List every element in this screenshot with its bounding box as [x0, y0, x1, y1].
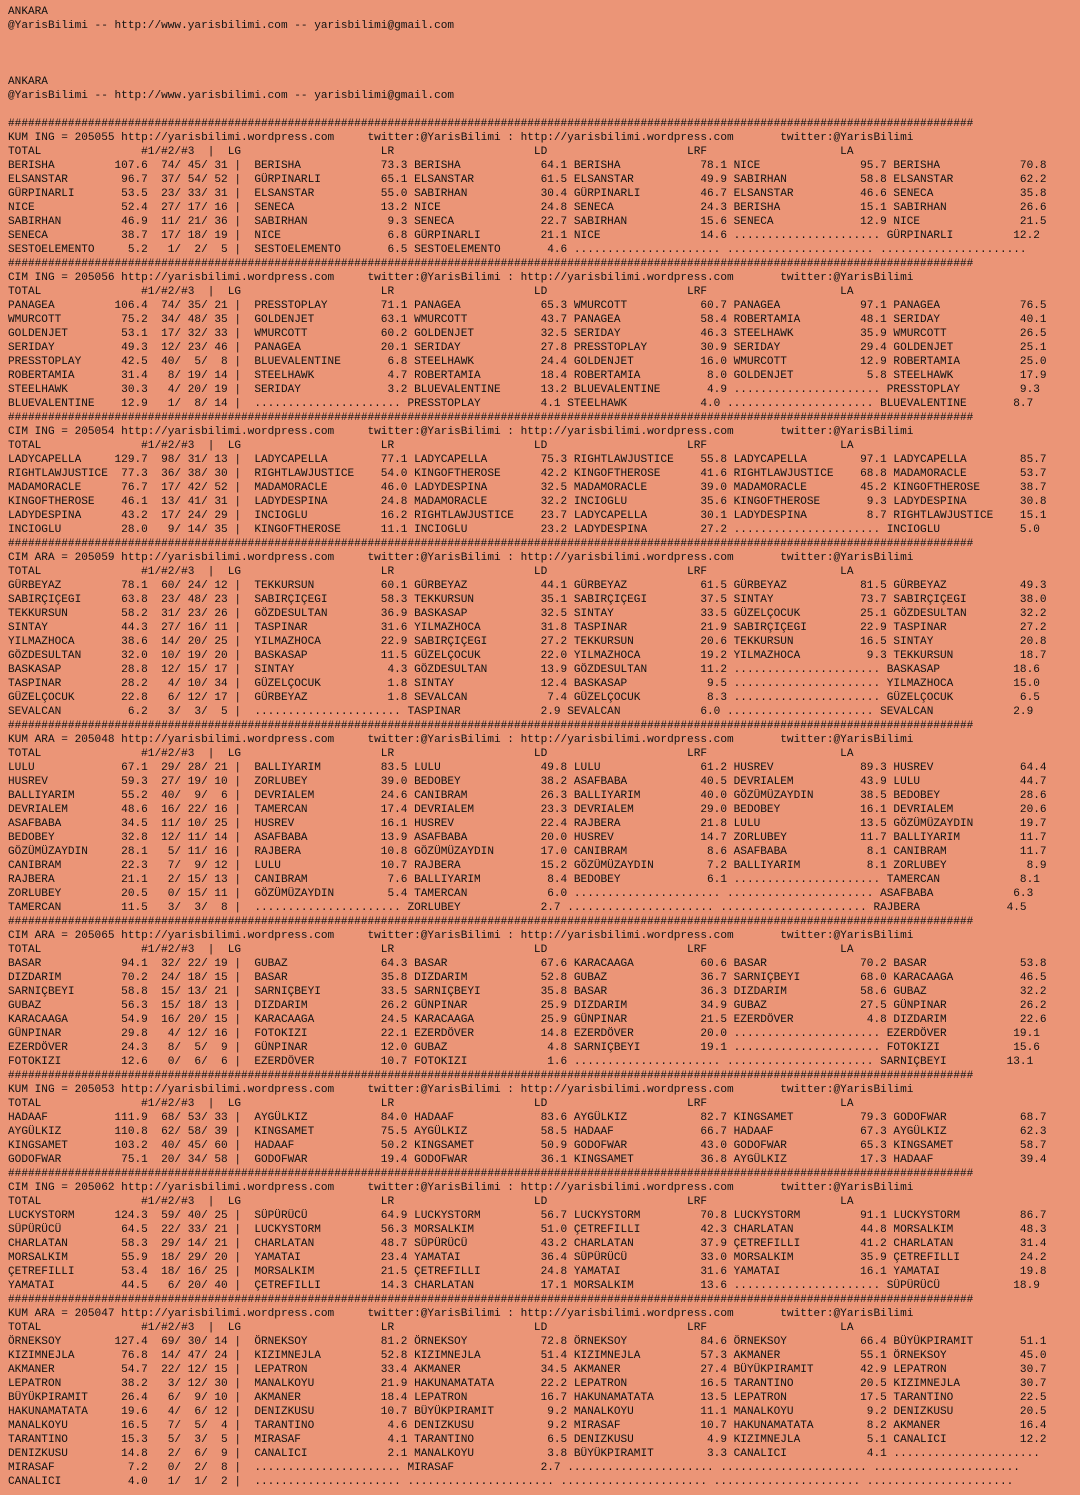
text-line: BALLIYARIM 55.2 40/ 9/ 6 | DEVRIALEM 24.6 CANIBRAM 26.3 BALLIYARIM 40.0 GÖZÜMÜZAYDIN 38.5 BEDOBEY 28.6 [8, 790, 1047, 802]
text-line: SABIRÇIÇEGI 63.8 23/ 48/ 23 | SABIRÇIÇEGI 58.3 TEKKURSUN 35.1 SABIRÇIÇEGI 37.5 SINTAY 73.7 SABIRÇIÇEGI 38.0 [8, 594, 1047, 606]
race-header: CIM ING = 205056 http://yarisbilimi.wordpress.com twitter:@YarisBilimi : http://yarisbilimi.wordpress.com twitter:@YarisBilimi [8, 272, 914, 284]
text-line: MORSALKIM 55.9 18/ 29/ 20 | YAMATAI 23.4 YAMATAI 36.4 SÜPÜRÜCÜ 33.0 MORSALKIM 35.9 ÇETREFILLI 24.2 [8, 1252, 1047, 1264]
text-line: FOTOKIZI 12.6 0/ 6/ 6 | EZERDÖVER 10.7 FOTOKIZI 1.6 ...................... ...................... SARNIÇBEYI 13.1 [8, 1056, 1034, 1068]
text-line: TAMERCAN 11.5 3/ 3/ 8 | ...................... ZORLUBEY 2.7 ...................... ...................... RAJBERA 4.5 [8, 902, 1027, 914]
text-line: HUSREV 59.3 27/ 19/ 10 | ZORLUBEY 39.0 BEDOBEY 38.2 ASAFBABA 40.5 DEVRIALEM 43.9 LULU 44.7 [8, 776, 1047, 788]
text-line: ANKARA [8, 6, 48, 18]
text-line: GOLDENJET 53.1 17/ 32/ 33 | WMURCOTT 60.2 GOLDENJET 32.5 SERIDAY 46.3 STEELHAWK 35.9 WMURCOTT 26.5 [8, 328, 1047, 340]
blank-line [8, 33, 1047, 47]
race-header: KUM ARA = 205048 http://yarisbilimi.wordpress.com twitter:@YarisBilimi : http://yarisbilimi.wordpress.com twitter:@YarisBilimi [8, 734, 914, 746]
text-line: GÖZÜMÜZAYDIN 28.1 5/ 11/ 16 | RAJBERA 10.8 GÖZÜMÜZAYDIN 17.0 CANIBRAM 8.6 ASAFBABA 8.1 CANIBRAM 11.7 [8, 846, 1047, 858]
text-line: GÜNPINAR 29.8 4/ 12/ 16 | FOTOKIZI 22.1 EZERDÖVER 14.8 EZERDÖVER 20.0 ...................... EZERDÖVER 19.1 [8, 1028, 1040, 1040]
separator-line: ################################################################################################################################################# [8, 1168, 974, 1180]
text-line: YAMATAI 44.5 6/ 20/ 40 | ÇETREFILLI 14.3 CHARLATAN 17.1 MORSALKIM 13.6 ...................... SÜPÜRÜCÜ 18.9 [8, 1280, 1040, 1292]
blank-line [8, 103, 1047, 117]
text-line: SERIDAY 49.3 12/ 23/ 46 | PANAGEA 20.1 SERIDAY 27.8 PRESSTOPLAY 30.9 SERIDAY 29.4 GOLDENJET 25.1 [8, 342, 1047, 354]
text-line: AKMANER 54.7 22/ 12/ 15 | LEPATRON 33.4 AKMANER 34.5 AKMANER 27.4 BÜYÜKPIRAMIT 42.9 LEPATRON 30.7 [8, 1364, 1047, 1376]
column-headers: TOTAL #1/#2/#3 | LG LR LD LRF LA [8, 1098, 854, 1110]
race-header: KUM ARA = 205047 http://yarisbilimi.wordpress.com twitter:@YarisBilimi : http://yarisbilimi.wordpress.com twitter:@YarisBilimi [8, 1308, 914, 1320]
text-line: ROBERTAMIA 31.4 8/ 19/ 14 | STEELHAWK 4.7 ROBERTAMIA 18.4 ROBERTAMIA 8.0 GOLDENJET 5.8 STEELHAWK 17.9 [8, 370, 1047, 382]
text-line: KIZIMNEJLA 76.8 14/ 47/ 24 | KIZIMNEJLA 52.8 KIZIMNEJLA 51.4 KIZIMNEJLA 57.3 AKMANER 55.1 ÖRNEKSOY 45.0 [8, 1350, 1047, 1362]
text-line: HADAAF 111.9 68/ 53/ 33 | AYGÜLKIZ 84.0 HADAAF 83.6 AYGÜLKIZ 82.7 KINGSAMET 79.3 GODOFWAR 68.7 [8, 1112, 1047, 1124]
text-line: CHARLATAN 58.3 29/ 14/ 21 | CHARLATAN 48.7 SÜPÜRÜCÜ 43.2 CHARLATAN 37.9 ÇETREFILLI 41.2 CHARLATAN 31.4 [8, 1238, 1047, 1250]
text-line: GODOFWAR 75.1 20/ 34/ 58 | GODOFWAR 19.4 GODOFWAR 36.1 KINGSAMET 36.8 AYGÜLKIZ 17.3 HADAAF 39.4 [8, 1154, 1047, 1166]
blank-line [8, 47, 1047, 61]
text-line: MADAMORACLE 76.7 17/ 42/ 52 | MADAMORACLE 46.0 LADYDESPINA 32.5 MADAMORACLE 39.0 MADAMORACLE 45.2 KINGOFTHEROSE 38.7 [8, 482, 1047, 494]
text-line: ÖRNEKSOY 127.4 69/ 30/ 14 | ÖRNEKSOY 81.2 ÖRNEKSOY 72.8 ÖRNEKSOY 84.6 ÖRNEKSOY 66.4 BÜYÜKPIRAMIT 51.1 [8, 1336, 1047, 1348]
text-line: BASAR 94.1 32/ 22/ 19 | GUBAZ 64.3 BASAR 67.6 KARACAAGA 60.6 BASAR 70.2 BASAR 53.8 [8, 958, 1047, 970]
text-line: TEKKURSUN 58.2 31/ 23/ 26 | GÖZDESULTAN 36.9 BASKASAP 32.5 SINTAY 33.5 GÜZELÇOCUK 25.1 GÖZDESULTAN 32.2 [8, 608, 1047, 620]
separator-line: ################################################################################################################################################# [8, 916, 974, 928]
text-line: RAJBERA 21.1 2/ 15/ 13 | CANIBRAM 7.6 BALLIYARIM 8.4 BEDOBEY 6.1 ...................... TAMERCAN 8.1 [8, 874, 1040, 886]
text-line: EZERDÖVER 24.3 8/ 5/ 9 | GÜNPINAR 12.0 GUBAZ 4.8 SARNIÇBEYI 19.1 ...................... FOTOKIZI 15.6 [8, 1042, 1040, 1054]
text-line: ELSANSTAR 96.7 37/ 54/ 52 | GÜRPINARLI 65.1 ELSANSTAR 61.5 ELSANSTAR 49.9 SABIRHAN 58.8 ELSANSTAR 62.2 [8, 174, 1047, 186]
text-line: SEVALCAN 6.2 3/ 3/ 5 | ...................... TASPINAR 2.9 SEVALCAN 6.0 ...................... SEVALCAN 2.9 [8, 706, 1034, 718]
text-line: BASKASAP 28.8 12/ 15/ 17 | SINTAY 4.3 GÖZDESULTAN 13.9 GÖZDESULTAN 11.2 ...................... BASKASAP 18.6 [8, 664, 1040, 676]
text-line: SARNIÇBEYI 58.8 15/ 13/ 21 | SARNIÇBEYI 33.5 SARNIÇBEYI 35.8 BASAR 36.3 DIZDARIM 58.6 GUBAZ 32.2 [8, 986, 1047, 998]
text-line: GÖZDESULTAN 32.0 10/ 19/ 20 | BASKASAP 11.5 GÜZELÇOCUK 22.0 YILMAZHOCA 19.2 YILMAZHOCA 9.3 TEKKURSUN 18.7 [8, 650, 1047, 662]
text-line: TARANTINO 15.3 5/ 3/ 5 | MIRASAF 4.1 TARANTINO 6.5 DENIZKUSU 4.9 KIZIMNEJLA 5.1 CANALICI 12.2 [8, 1434, 1047, 1446]
column-headers: TOTAL #1/#2/#3 | LG LR LD LRF LA [8, 440, 854, 452]
text-line: ÇETREFILLI 53.4 18/ 16/ 25 | MORSALKIM 21.5 ÇETREFILLI 24.8 YAMATAI 31.6 YAMATAI 16.1 YAMATAI 19.8 [8, 1266, 1047, 1278]
separator-line: ################################################################################################################################################# [8, 1294, 974, 1306]
text-line: YILMAZHOCA 38.6 14/ 20/ 25 | YILMAZHOCA 22.9 SABIRÇIÇEGI 27.2 TEKKURSUN 20.6 TEKKURSUN 16.5 SINTAY 20.8 [8, 636, 1047, 648]
column-headers: TOTAL #1/#2/#3 | LG LR LD LRF LA [8, 146, 854, 158]
text-line: LUCKYSTORM 124.3 59/ 40/ 25 | SÜPÜRÜCÜ 64.9 LUCKYSTORM 56.7 LUCKYSTORM 70.8 LUCKYSTORM 91.1 LUCKYSTORM 86.7 [8, 1210, 1047, 1222]
text-line: ANKARA [8, 76, 48, 88]
text-line: RIGHTLAWJUSTICE 77.3 36/ 38/ 30 | RIGHTLAWJUSTICE 54.0 KINGOFTHEROSE 42.2 KINGOFTHEROSE 41.6 RIGHTLAWJUSTICE 68.8 MADAMORACLE 53.7 [8, 468, 1047, 480]
column-headers: TOTAL #1/#2/#3 | LG LR LD LRF LA [8, 566, 854, 578]
race-header: CIM ING = 205062 http://yarisbilimi.wordpress.com twitter:@YarisBilimi : http://yarisbilimi.wordpress.com twitter:@YarisBilimi [8, 1182, 914, 1194]
text-line: KARACAAGA 54.9 16/ 20/ 15 | KARACAAGA 24.5 KARACAAGA 25.9 GÜNPINAR 21.5 EZERDÖVER 4.8 DIZDARIM 22.6 [8, 1014, 1047, 1026]
race-header: KUM ING = 205053 http://yarisbilimi.wordpress.com twitter:@YarisBilimi : http://yarisbilimi.wordpress.com twitter:@YarisBilimi [8, 1084, 914, 1096]
text-line: MIRASAF 7.2 0/ 2/ 8 | ...................... MIRASAF 2.7 ...................... ...................... ...................... [8, 1462, 1020, 1474]
text-line: CANALICI 4.0 1/ 1/ 2 | ...................... ...................... ...................... ...................... ...................... [8, 1476, 1014, 1488]
text-line: SINTAY 44.3 27/ 16/ 11 | TASPINAR 31.6 YILMAZHOCA 31.8 TASPINAR 21.9 SABIRÇIÇEGI 22.9 TASPINAR 27.2 [8, 622, 1047, 634]
text-line: HAKUNAMATATA 19.6 4/ 6/ 12 | DENIZKUSU 10.7 BÜYÜKPIRAMIT 9.2 MANALKOYU 11.1 MANALKOYU 9.2 DENIZKUSU 20.5 [8, 1406, 1047, 1418]
column-headers: TOTAL #1/#2/#3 | LG LR LD LRF LA [8, 944, 854, 956]
text-line: GÜRPINARLI 53.5 23/ 33/ 31 | ELSANSTAR 55.0 SABIRHAN 30.4 GÜRPINARLI 46.7 ELSANSTAR 46.6 SENECA 35.8 [8, 188, 1047, 200]
column-headers: TOTAL #1/#2/#3 | LG LR LD LRF LA [8, 1196, 854, 1208]
text-line: LULU 67.1 29/ 28/ 21 | BALLIYARIM 83.5 LULU 49.8 LULU 61.2 HUSREV 89.3 HUSREV 64.4 [8, 762, 1047, 774]
separator-line: ################################################################################################################################################# [8, 538, 974, 550]
text-line: SABIRHAN 46.9 11/ 21/ 36 | SABIRHAN 9.3 SENECA 22.7 SABIRHAN 15.6 SENECA 12.9 NICE 21.5 [8, 216, 1047, 228]
separator-line: ################################################################################################################################################# [8, 720, 974, 732]
text-line: CANIBRAM 22.3 7/ 9/ 12 | LULU 10.7 RAJBERA 15.2 GÖZÜMÜZAYDIN 7.2 BALLIYARIM 8.1 ZORLUBEY 8.9 [8, 860, 1047, 872]
text-line: MANALKOYU 16.5 7/ 5/ 4 | TARANTINO 4.6 DENIZKUSU 9.2 MIRASAF 10.7 HAKUNAMATATA 8.2 AKMANER 16.4 [8, 1420, 1047, 1432]
text-line: AYGÜLKIZ 110.8 62/ 58/ 39 | KINGSAMET 75.5 AYGÜLKIZ 58.5 HADAAF 66.7 HADAAF 67.3 AYGÜLKIZ 62.3 [8, 1126, 1047, 1138]
text-line: LEPATRON 38.2 3/ 12/ 30 | MANALKOYU 21.9 HAKUNAMATATA 22.2 LEPATRON 16.5 TARANTINO 20.5 KIZIMNEJLA 30.7 [8, 1378, 1047, 1390]
separator-line: ################################################################################################################################################# [8, 118, 974, 130]
column-headers: TOTAL #1/#2/#3 | LG LR LD LRF LA [8, 748, 854, 760]
text-line: INCIOGLU 28.0 9/ 14/ 35 | KINGOFTHEROSE 11.1 INCIOGLU 23.2 LADYDESPINA 27.2 ...................... INCIOGLU 5.0 [8, 524, 1040, 536]
text-line: LADYCAPELLA 129.7 98/ 31/ 13 | LADYCAPELLA 77.1 LADYCAPELLA 75.3 RIGHTLAWJUSTICE 55.8 LADYCAPELLA 97.1 LADYCAPELLA 85.7 [8, 454, 1047, 466]
separator-line: ################################################################################################################################################# [8, 412, 974, 424]
text-line: BÜYÜKPIRAMIT 26.4 6/ 9/ 10 | AKMANER 18.4 LEPATRON 16.7 HAKUNAMATATA 13.5 LEPATRON 17.5 TARANTINO 22.5 [8, 1392, 1047, 1404]
separator-line: ################################################################################################################################################# [8, 258, 974, 270]
text-line: SESTOELEMENTO 5.2 1/ 2/ 5 | SESTOELEMENTO 6.5 SESTOELEMENTO 4.6 ...................... ...................... ...................... [8, 244, 1027, 256]
race-header: KUM ING = 205055 http://yarisbilimi.wordpress.com twitter:@YarisBilimi : http://yarisbilimi.wordpress.com twitter:@YarisBilimi [8, 132, 914, 144]
text-line: KINGSAMET 103.2 40/ 45/ 60 | HADAAF 50.2 KINGSAMET 50.9 GODOFWAR 43.0 GODOFWAR 65.3 KINGSAMET 58.7 [8, 1140, 1047, 1152]
race-header: CIM ING = 205054 http://yarisbilimi.wordpress.com twitter:@YarisBilimi : http://yarisbilimi.wordpress.com twitter:@YarisBilimi [8, 426, 914, 438]
race-header: CIM ARA = 205059 http://yarisbilimi.wordpress.com twitter:@YarisBilimi : http://yarisbilimi.wordpress.com twitter:@YarisBilimi [8, 552, 914, 564]
text-line: GUBAZ 56.3 15/ 18/ 13 | DIZDARIM 26.2 GÜNPINAR 25.9 DIZDARIM 34.9 GUBAZ 27.5 GÜNPINAR 26.2 [8, 1000, 1047, 1012]
text-line: ZORLUBEY 20.5 0/ 15/ 11 | GÖZÜMÜZAYDIN 5.4 TAMERCAN 6.0 ...................... ...................... ASAFBABA 6.3 [8, 888, 1034, 900]
text-line: NICE 52.4 27/ 17/ 16 | SENECA 13.2 NICE 24.8 SENECA 24.3 BERISHA 15.1 SABIRHAN 26.6 [8, 202, 1047, 214]
report-text [8, 5, 1047, 1489]
text-line: WMURCOTT 75.2 34/ 48/ 35 | GOLDENJET 63.1 WMURCOTT 43.7 PANAGEA 58.4 ROBERTAMIA 48.1 SERIDAY 40.1 [8, 314, 1047, 326]
text-line: DEVRIALEM 48.6 16/ 22/ 16 | TAMERCAN 17.4 DEVRIALEM 23.3 DEVRIALEM 29.0 BEDOBEY 16.1 DEVRIALEM 20.6 [8, 804, 1047, 816]
text-line: DENIZKUSU 14.8 2/ 6/ 9 | CANALICI 2.1 MANALKOYU 3.8 BÜYÜKPIRAMIT 3.3 CANALICI 4.1 ...................... [8, 1448, 1040, 1460]
separator-line: ################################################################################################################################################# [8, 1070, 974, 1082]
text-line: SÜPÜRÜCÜ 64.5 22/ 33/ 21 | LUCKYSTORM 56.3 MORSALKIM 51.0 ÇETREFILLI 42.3 CHARLATAN 44.8 MORSALKIM 48.3 [8, 1224, 1047, 1236]
text-line: GÜZELÇOCUK 22.8 6/ 12/ 17 | GÜRBEYAZ 1.8 SEVALCAN 7.4 GÜZELÇOCUK 8.3 ...................... GÜZELÇOCUK 6.5 [8, 692, 1040, 704]
column-headers: TOTAL #1/#2/#3 | LG LR LD LRF LA [8, 1322, 854, 1334]
text-line: GÜRBEYAZ 78.1 60/ 24/ 12 | TEKKURSUN 60.1 GÜRBEYAZ 44.1 GÜRBEYAZ 61.5 GÜRBEYAZ 81.5 GÜRBEYAZ 49.3 [8, 580, 1047, 592]
text-line: DIZDARIM 70.2 24/ 18/ 15 | BASAR 35.8 DIZDARIM 52.8 GUBAZ 36.7 SARNIÇBEYI 68.0 KARACAAGA 46.5 [8, 972, 1047, 984]
text-line: BERISHA 107.6 74/ 45/ 31 | BERISHA 73.3 BERISHA 64.1 BERISHA 78.1 NICE 95.7 BERISHA 70.8 [8, 160, 1047, 172]
text-line: ASAFBABA 34.5 11/ 10/ 25 | HUSREV 16.1 HUSREV 22.4 RAJBERA 21.8 LULU 13.5 GÖZÜMÜZAYDIN 19.7 [8, 818, 1047, 830]
text-line: KINGOFTHEROSE 46.1 13/ 41/ 31 | LADYDESPINA 24.8 MADAMORACLE 32.2 INCIOGLU 35.6 KINGOFTHEROSE 9.3 LADYDESPINA 30.8 [8, 496, 1047, 508]
text-line: SENECA 38.7 17/ 18/ 19 | NICE 6.8 GÜRPINARLI 21.1 NICE 14.6 ...................... GÜRPINARLI 12.2 [8, 230, 1040, 242]
text-line: PRESSTOPLAY 42.5 40/ 5/ 8 | BLUEVALENTINE 6.8 STEELHAWK 24.4 GOLDENJET 16.0 WMURCOTT 12.9 ROBERTAMIA 25.0 [8, 356, 1047, 368]
race-header: CIM ARA = 205065 http://yarisbilimi.wordpress.com twitter:@YarisBilimi : http://yarisbilimi.wordpress.com twitter:@YarisBilimi [8, 930, 914, 942]
text-line: @YarisBilimi -- http://www.yarisbilimi.com -- yarisbilimi@gmail.com [8, 90, 455, 102]
blank-line [8, 61, 1047, 75]
column-headers: TOTAL #1/#2/#3 | LG LR LD LRF LA [8, 286, 854, 298]
text-line: LADYDESPINA 43.2 17/ 24/ 29 | INCIOGLU 16.2 RIGHTLAWJUSTICE 23.7 LADYCAPELLA 30.1 LADYDESPINA 8.7 RIGHTLAWJUSTICE 15.1 [8, 510, 1047, 522]
text-line: BLUEVALENTINE 12.9 1/ 8/ 14 | ...................... PRESSTOPLAY 4.1 STEELHAWK 4.0 ...................... BLUEVALENTINE 8.7 [8, 398, 1034, 410]
text-line: BEDOBEY 32.8 12/ 11/ 14 | ASAFBABA 13.9 ASAFBABA 20.0 HUSREV 14.7 ZORLUBEY 11.7 BALLIYARIM 11.7 [8, 832, 1047, 844]
text-line: @YarisBilimi -- http://www.yarisbilimi.com -- yarisbilimi@gmail.com [8, 20, 455, 32]
text-line: PANAGEA 106.4 74/ 35/ 21 | PRESSTOPLAY 71.1 PANAGEA 65.3 WMURCOTT 60.7 PANAGEA 97.1 PANAGEA 76.5 [8, 300, 1047, 312]
text-line: TASPINAR 28.2 4/ 10/ 34 | GÜZELÇOCUK 1.8 SINTAY 12.4 BASKASAP 9.5 ...................... YILMAZHOCA 15.0 [8, 678, 1040, 690]
text-line: STEELHAWK 30.3 4/ 20/ 19 | SERIDAY 3.2 BLUEVALENTINE 13.2 BLUEVALENTINE 4.9 ...................... PRESSTOPLAY 9.3 [8, 384, 1040, 396]
